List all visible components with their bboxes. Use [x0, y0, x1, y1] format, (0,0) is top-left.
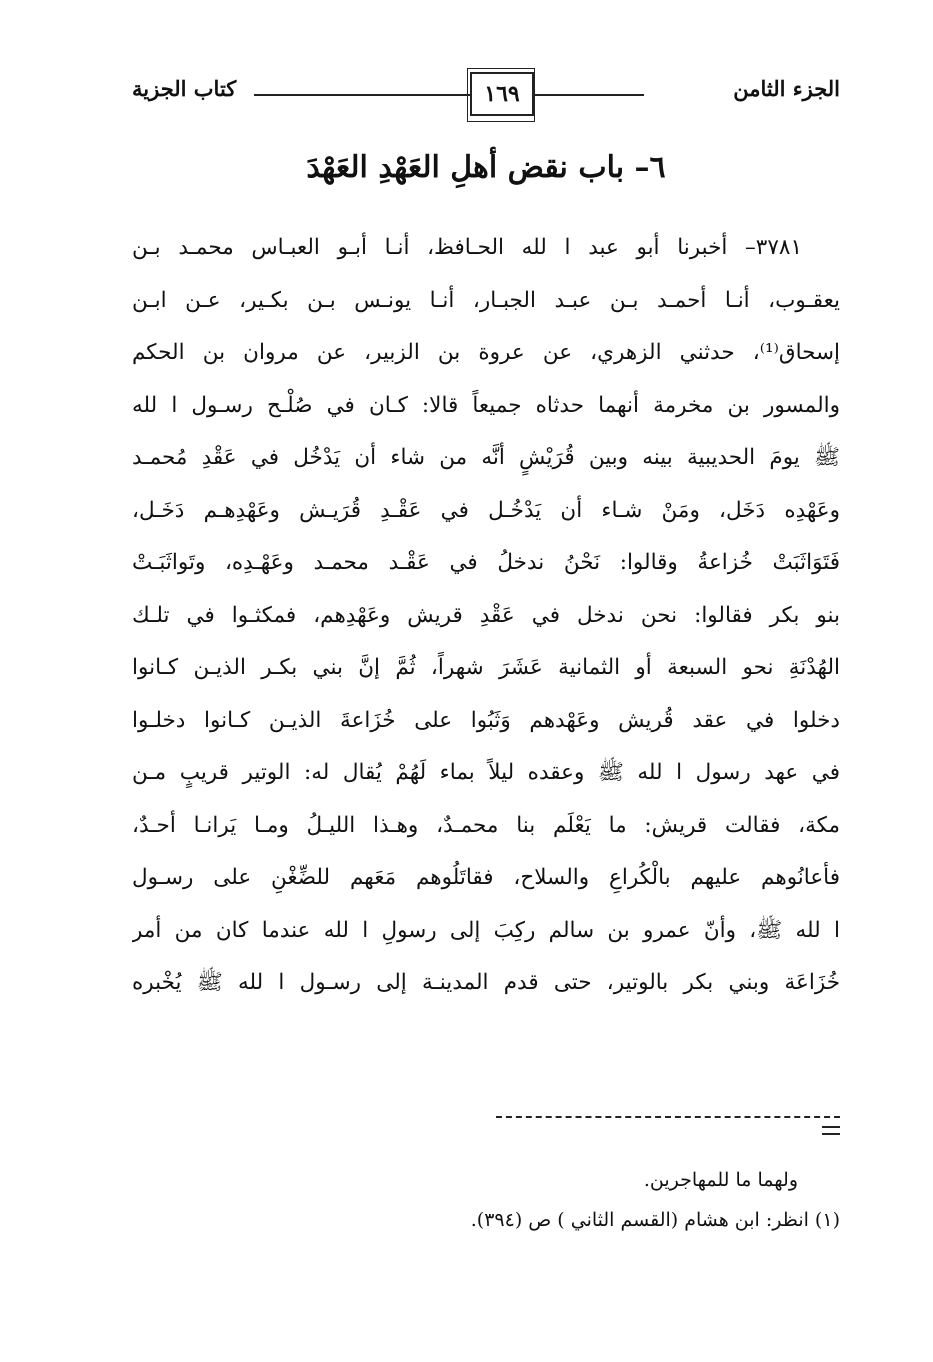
body-line: دخلوا في عقد قُريش وعَهْدهم وَثَبُوا على خُزَاعةَ الذيـن كـانوا دخلـوا: [132, 707, 840, 733]
continuation-mark: [822, 1126, 840, 1140]
footnote-continuation: ولهما ما للمهاجرين.: [643, 1169, 798, 1191]
body-line: إسحاق⁽¹⁾، حدثني الزهري، عن عروة بن الزبير، عن مروان بن الحكم: [132, 340, 840, 365]
body-line: فَتَوَاثَبَتْ خُزاعةُ وقالوا: نَحْنُ ندخلُ في عَقْـد محمـد وعَهْـدِه، وتَواثَبَـتْ: [132, 550, 840, 575]
footnote-1: (١) انظر: ابن هشام (القسم الثاني ) ص (٣٩٤).: [470, 1209, 840, 1231]
body-line: ا لله ﷺ، وأنّ عمرو بن سالم ركِبَ إلى رسولِ ا لله عندما كان من أمر: [132, 917, 840, 943]
book-label: كتاب الجزية: [132, 76, 237, 101]
running-header: [132, 70, 840, 122]
body-line: الهُدْنَةِ نحو السبعة أو الثمانية عَشَرَ شهراً، ثُمَّ إنَّ بني بكـر الذيـن كـانوا: [132, 655, 840, 680]
chapter-title: ٦– باب نقض أهلِ العَهْدِ العَهْدَ: [306, 150, 666, 185]
page-number: ١٦٩: [470, 72, 534, 116]
body-line: ﷺ يومَ الحديبية بينه وبين قُرَيْشٍ أنَّه من شاء أن يَدْخُل في عَقْدِ مُحمـد: [132, 445, 840, 470]
body-line: يعقـوب، أنـا أحمـد بـن عبـد الجبـار، أنـا يونـس بـن بكـير، عـن ابـن: [132, 287, 840, 313]
volume-label: الجزء الثامن: [733, 76, 840, 101]
body-line: مكة، فقالت قريش: ما يَعْلَم بنا محمـدٌ، وهـذا الليـلُ ومـا يَرانـا أحـدٌ،: [132, 812, 840, 838]
header-rule-right: [532, 94, 644, 96]
body-text: [132, 222, 840, 1010]
body-line: فأعانُوهم عليهم بالْكُراعِ والسلاح، فقاتَلُوهم مَعَهم للضِّغْنِ على رسـول: [132, 865, 840, 890]
body-line: وعَهْدِه دَخَل، ومَنْ شـاء أن يَدْخُـل في عَقْـدِ قُرَيـش وعَهْدِهـم دَخَـل،: [132, 497, 840, 523]
body-line: والمسور بن مخرمة أنهما حدثاه جميعاً قالا: كـان في صُلْـح رسـول ا لله: [132, 392, 840, 418]
body-line: خُزَاعَة وبني بكر بالوتير، حتى قدم المدينـة إلى رسـول ا لله ﷺ يُخْبره: [132, 970, 840, 995]
header-rule-left: [254, 94, 470, 96]
body-line: ٣٧٨١– أخبرنا أبو عبد ا لله الحـافظ، أنـا أبـو العبـاس محمـد بـن: [132, 235, 802, 260]
body-line: في عهد رسول ا لله ﷺ وعقده ليلاً بماء لَهُمْ يُقال له: الوتير قريبٍ مـن: [132, 760, 840, 785]
body-line: بنو بكر فقالوا: نحن ندخل في عَقْدِ قريش وعَهْدِهم، فمكثـوا في تلـك: [132, 602, 840, 628]
footnotes: [132, 1160, 840, 1240]
footnote-separator: [496, 1116, 840, 1118]
